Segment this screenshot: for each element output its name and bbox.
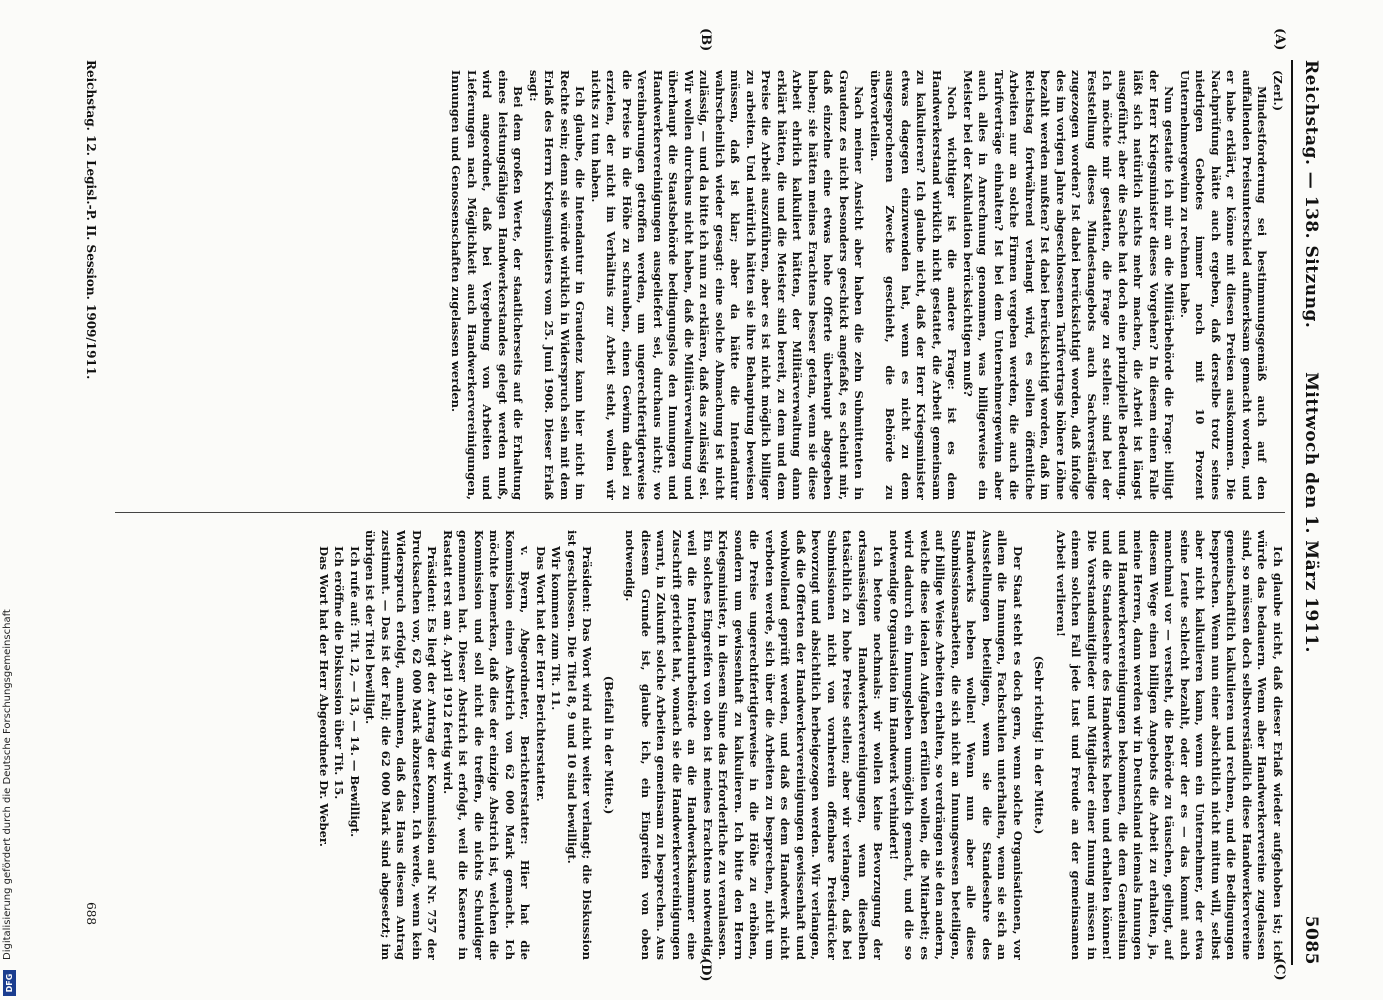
margin-marker-d: (D) [698, 958, 713, 982]
interjection: (Sehr richtig! in der Mitte.) [1032, 655, 1047, 835]
paragraph: Das Wort hat der Herr Abgeordnete Dr. Weber. [317, 546, 331, 847]
margin-marker-c: (C) [1272, 958, 1287, 981]
quote-paragraph: Bei dem großen Werte, der staatlicherseits auf die Erhaltung eines leistungsfähigen Handwerkerstandes gelegt werden muß, wird angeordnet, daß bei Vergebung von Arbeiten und Lieferungen nach Möglichkeit auch Handwerkervereinigungen, Innungen und Genossenschaften zugelassen werden. [449, 70, 526, 500]
digitization-note-wrapper [0, 0, 20, 1000]
page-number: 5085 [1301, 915, 1321, 965]
paragraph: Nach meiner Ansicht aber haben die zehn Submittenten in Graudenz es nicht besonders geschickt angefaßt, es scheint mir, daß einzelne eine etwas hohe Offerte überhaupt abgegeben haben; sie hätten meines Erachtens besser getan, wenn sie diese Arbeit ehrlich kalkuliert hätten, der Militärverwaltung dann erklärt hätten, die und die Meister sind bereit, zu dem und dem Preise die Arbeit auszuführen, aber es ist nicht möglich billiger zu arbeiten. Und natürlich hätten sie ihre Behauptung beweisen müssen, daß ist klar; aber da hätte die Intendantur wahrscheinlich wieder gesagt: eine solche Abmachung ist nicht zulässig, — und da bitte ich nun zu erklären, daß das zulässig sei. Wir wollen durchaus nicht haben, daß die Militärverwaltung und überhaupt die Staatsbehörde bedingungslos den Innungen und Handwerkervereinigungen ausgeliefert sei, durchaus nicht; wo Vereinbarungen getroffen werden, um ungerechtfertigterweise die Preise in die Höhe zu schrauben, einen Gewinn dabei zu erzielen, der nicht im Verhältnis zur Arbeit steht, wollen wir nichts zu tun haben. [589, 70, 867, 500]
paragraph: Ich betone nochmals: wir wollen keine Bevorzugung der ortsansässigen Handwerkervereinigungen, wenn dieselben tatsächlich zu hohe Preise stellen; aber wir verlangen, daß bei Submissionen nicht von vornherein offenbare Preisdrücker bevorzugt und absichtlich herbeigezogen werden. Wir verlangen, daß die Offerten der Handwerkervereinigungen gewissenhaft und wohlwollend geprüft werden, und daß es dem Handwerk nicht verboten werde, sich über die Arbeiten zu besprechen, nicht um die Preise ungerechtfertigterweise in die Höhe zu erhöhen, sondern um gewissenhaft zu kalkulieren. Ich bitte den Herrn Kriegsminister, in diesem Sinne das Erforderliche zu veranlassen. Ein solches Eingreifen von oben ist meines Erachtens notwendig, weil die Intendanturbehörde an die Handwerkskammer eine Zuschrift gerichtet hat, wonach sie die Handwerkervereinigungen warnt, in Zukunft solche Arbeiten gemeinsam zu besprechen. Aus diesem Grunde ist, glaube ich, ein Eingreifen von oben notwendig. [623, 530, 886, 960]
paragraph: Wir kommen zum Tit. 11. [549, 546, 564, 711]
paragraph: Der Staat steht es doch gern, wenn solche Organisationen, vor allem die Innungen, Fachschulen unterhalten, wenn sie sich an Ausstellungen beteiligen, wenn sie die Standesehre des Handwerks heben wollen! Wenn nun aber alle diese Submissionsarbeiten, die sich nicht an Innungswesen beteiligen, auf billige Weise Arbeiten erhalten, so verdrängen sie den andern, welche diese idealen Aufgaben erfüllen wollen, die Mitarbeit; es wird dadurch ein Innungsleben unmöglich gemacht, und die so notwendige Organisation im Handwerk verhindert! [887, 530, 1025, 960]
header-left: Reichstag. — 138. Sitzung. [1301, 60, 1321, 329]
paragraph: Ich rufe auf: Tit. 12, — 13, — 14. — Bewilligt. [348, 546, 362, 838]
paragraph: Präsident: Das Wort wird nicht weiter verlangt; die Diskussion ist geschlossen. Die Titel 8, 9 und 10 sind bewilligt. [565, 530, 595, 960]
footer-number: 688 [84, 902, 98, 925]
footer-session: Reichstag. 12. Legisl.-P. II. Session. 1909/1911. [84, 60, 98, 380]
paragraph: Nun gestatte ich mir an die Militärbehörde die Frage: billigt der Herr Kriegsminister dieses Vorgehen? In diesem einen Falle läßt sich natürlich nichts mehr machen, die Arbeit ist längst ausgeführt; aber die Sache hat doch eine prinzipielle Bedeutung. Ich möchte mir gestatten, die Frage zu stellen: sind bei der Feststellung dieses Mindestangebots auch Sachverständige zugezogen worden? Ist dabei berücksichtigt worden, daß infolge des im vorigen Jahre abgeschlossenen Tarifvertrags höhere Löhne bezahlt werden mußten? Ist dabei berücksichtigt worden, daß im Reichstag fortwährend verlangt wird, es sollen öffentliche Arbeiten nur an solche Firmen vergeben werden, die auch die Tarifverträge einhalten? Ist bei dem Unternehmergewinn aber auch alles in Anrechnung genommen, was billigerweise ein Meister bei der Kalkulation berücksichtigen muß? [961, 70, 1177, 500]
header-date: Mittwoch den 1. März 1911. [1301, 372, 1321, 653]
paragraph: Ich glaube nicht, daß dieser Erlaß wieder aufgehoben ist; ich würde das bedauern. Wenn aber Handwerkervereine zugelassen sind, so müssen doch selbstverständlich diese Handwerkervereine gemeinschaftlich kalkulieren und rechnen, und die Bedingungen besprechen. Wenn nun einer absichtlich nicht mittun will, selbst aber nicht kalkulieren kann, wenn ein Unternehmer, der etwa seine Leute schlecht bezahlt, oder der es — das kommt auch manchmal vor — versteht, die Behörde zu täuschen, gelingt, auf diesem Wege einen billigen Angebots die Arbeit zu erhalten, ja, meine Herren, dann werden wir in Deutschland niemals Innungen und Handwerkervereinigungen bekommen, die dem Gemeinsinn und die Standesehre des Handwerks heben und erhalten können! Die Vorstandsmitglieder und Mitglieder einer Innung müssen in einem solchen Fall jede Lust und Freude an der gemeinsamen Arbeit verlieren! [1054, 530, 1285, 960]
header-rule [1291, 60, 1293, 965]
paragraph: v. Byern, Abgeordneter, Berichterstatter: Hier hat die Kommission einen Abstrich von 62 000 Mark gemacht. Ich möchte bemerken, daß dies der einzige Abstrich ist, welchen die Kommission und soll nicht die treffen, die nichts Schuldiger genommen hat. Dieser Abstrich ist erfolgt, weil die Kaserne in Rastatt erst am 4. April 1912 fertig wird. [441, 530, 533, 960]
paragraph: Das Wort hat der Herr Berichterstatter. [534, 546, 548, 802]
paragraph: Ich eröffne die Diskussion über Tit. 15. [332, 546, 347, 800]
dfg-logo: DFG [3, 970, 16, 996]
interjection: (Beifall in der Mitte.) [602, 675, 616, 815]
margin-marker-b: (B) [698, 28, 713, 52]
paragraph: Noch wichtiger ist die andere Frage: ist es dem Handwerkerstand wirklich nicht gestattet, die Arbeit gemeinsam zu kalkulieren? Ich glaube nicht, daß der Herr Kriegsminister etwas dagegen einzuwenden hat, wenn es nicht zu dem ausgesprochenen Zwecke geschieht, die Behörde zu übervorteilen. [868, 70, 960, 500]
page-header [1295, 60, 1321, 965]
page-footer [78, 60, 98, 965]
right-column [115, 530, 1285, 960]
paragraph: Ich glaube, die Intendantur in Graudenz kann hier nicht im Rechte sein; denn sie würde wirklich in Widerspruch sein mit dem Erlaß des Herrn Kriegsministers vom 25. Juni 1908. Dieser Erlaß sagt: [527, 70, 588, 500]
paragraph: Präsident: Es liegt der Antrag der Kommission auf Nr. 757 der Drucksachen vor, 62 000 Mark abzusetzen. Ich werde, wenn kein Widerspruch erfolgt, annehmen, daß das Haus diesem Antrag zustimmt. — Das ist der Fall; die 62 000 Mark sind abgesetzt; im übrigen ist der Titel bewilligt. [363, 530, 440, 960]
left-column [115, 70, 1285, 500]
margin-marker-a: (A) [1272, 28, 1287, 51]
paragraph: Mindestforderung sei bestimmungsgemäß auch auf den auffallenden Preisunterschied aufmerksam gemacht worden, und er habe erklärt, er könne mit diesen Preisen auskommen. Die Nachprüfung hätte auch ergeben, daß derselbe trotz seines niedrigen Gebotes immer noch mit 10 Prozent Unternehmergewinn zu rechnen habe. [1178, 70, 1270, 500]
column-divider [115, 512, 1285, 513]
digitization-note: Digitalisierung gefördert durch die Deutsche Forschungsgemeinschaft [2, 609, 13, 960]
column-intro: (Zerl.) [1271, 70, 1285, 112]
